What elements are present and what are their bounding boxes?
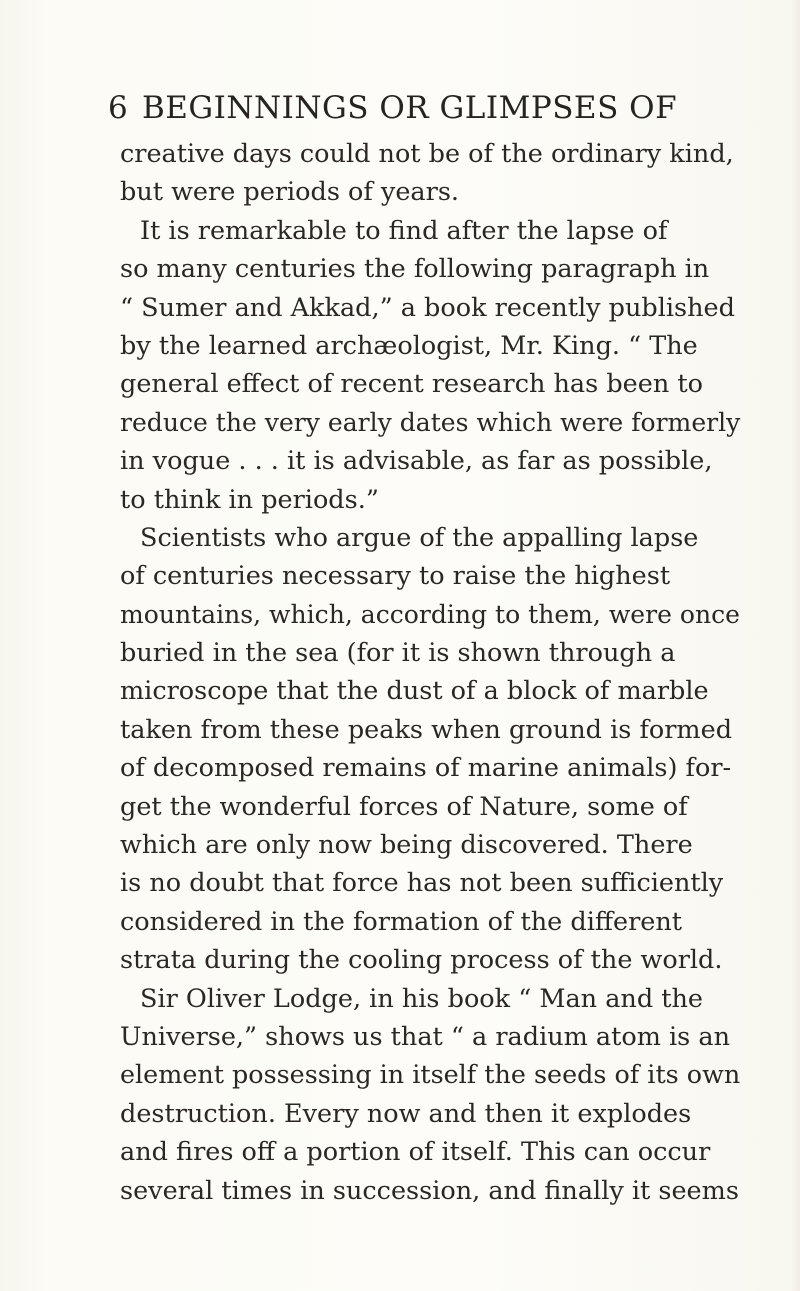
text-line: to think in periods.” <box>120 484 379 515</box>
text-line: It is remarkable to find after the lapse of <box>140 215 668 246</box>
text-line: taken from these peaks when ground is formed <box>120 714 733 745</box>
running-head: BEGINNINGS OR GLIMPSES OF <box>142 90 678 126</box>
text-line: by the learned archæologist, Mr. King. “ The <box>120 330 698 361</box>
text-line: Scientists who argue of the appalling lapse <box>140 522 699 553</box>
text-line: but were periods of years. <box>120 177 460 208</box>
text-line: and fires off a portion of itself. This can occur <box>120 1137 711 1168</box>
text-line: “ Sumer and Akkad,” a book recently published <box>120 292 735 323</box>
text-line: creative days could not be of the ordinary kind, <box>120 139 734 169</box>
text-line: microscope that the dust of a block of marble <box>120 676 709 707</box>
text-line: which are only now being discovered. There <box>120 830 693 861</box>
text-line: considered in the formation of the different <box>120 906 683 937</box>
text-line: destruction. Every now and then it explodes <box>120 1098 692 1129</box>
text-line: Sir Oliver Lodge, in his book “ Man and the <box>140 983 704 1014</box>
page-number: 6 <box>108 90 129 126</box>
text-line: of centuries necessary to raise the highest <box>120 561 671 592</box>
text-line: mountains, which, according to them, were once <box>120 599 740 630</box>
text-line: so many centuries the following paragraph in <box>120 254 710 285</box>
text-line: buried in the sea (for it is shown through a <box>120 638 676 669</box>
text-line: several times in succession, and finally it seems <box>120 1175 739 1206</box>
text-line: in vogue . . . it is advisable, as far as possible, <box>120 446 713 477</box>
text-line: of decomposed remains of marine animals) for- <box>120 753 732 784</box>
text-line: is no doubt that force has not been sufficiently <box>120 868 724 899</box>
page-header <box>108 90 748 130</box>
text-line: get the wonderful forces of Nature, some of <box>120 791 688 822</box>
text-line: strata during the cooling process of the world. <box>120 945 723 976</box>
text-line: Universe,” shows us that “ a radium atom is an <box>120 1021 730 1052</box>
body-text <box>120 135 740 1210</box>
text-line: general effect of recent research has been to <box>120 369 703 400</box>
text-line: element possessing in itself the seeds of its own <box>120 1060 741 1091</box>
page-edge-shadow <box>790 0 800 1291</box>
text-line: reduce the very early dates which were formerly <box>120 407 741 438</box>
